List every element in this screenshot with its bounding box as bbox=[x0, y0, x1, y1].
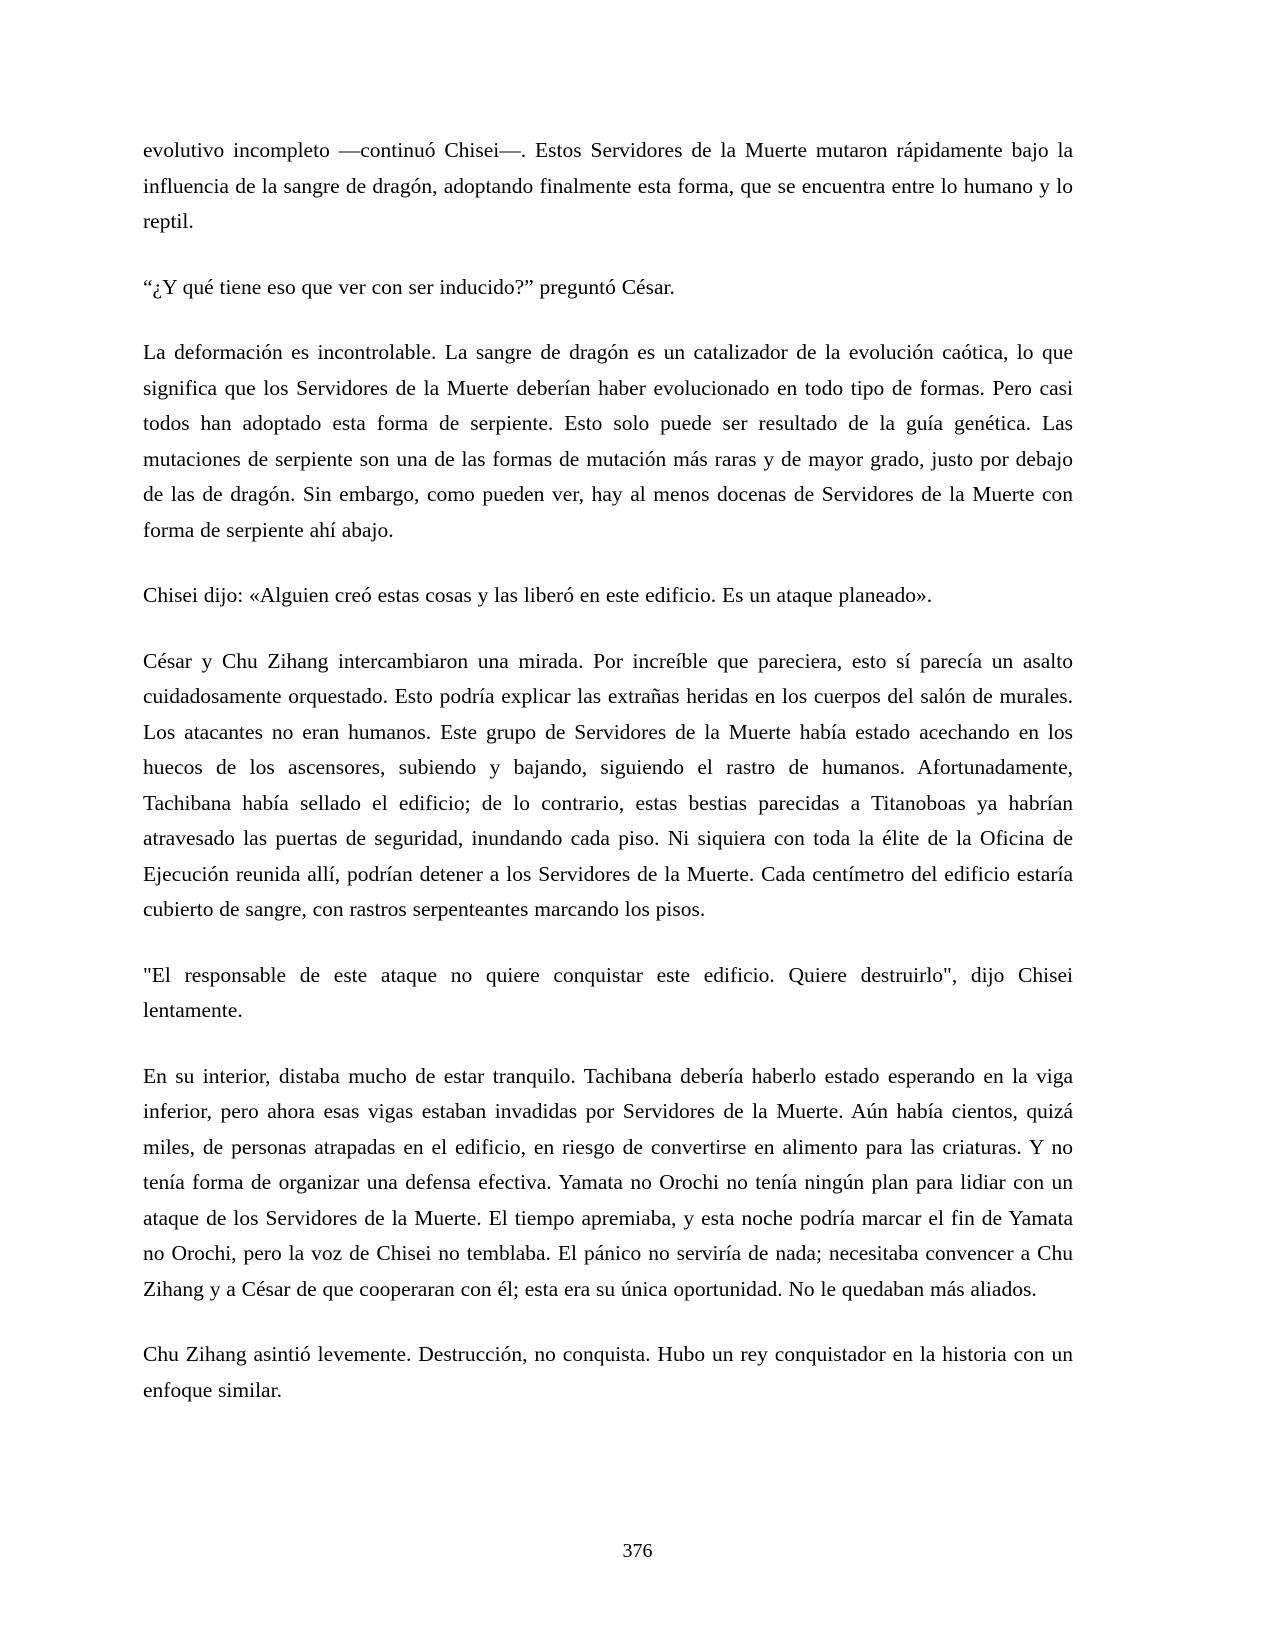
paragraph: Chu Zihang asintió levemente. Destrucción, no conquista. Hubo un rey conquistador en la historia con un enfoque similar. bbox=[143, 1342, 1073, 1402]
paragraph: En su interior, distaba mucho de estar tranquilo. Tachibana debería haberlo estado esperando en la viga inferior, pero ahora esas vigas estaban invadidas por Servidores de la Muerte. Aún había cientos, quizá miles, de personas atrapadas en el edificio, en riesgo de convertirse en alimento para las criaturas. Y no tenía forma de organizar una defensa efectiva. Yamata no Orochi no tenía ningún plan para lidiar con un ataque de los Servidores de la Muerte. El tiempo apremiaba, y esta noche podría marcar el fin de Yamata no Orochi, pero la voz de Chisei no temblaba. El pánico no serviría de nada; necesitaba convencer a Chu Zihang y a César de que cooperaran con él; esta era su única oportunidad. No le quedaban más aliados. bbox=[143, 1063, 1073, 1301]
page-number: 376 bbox=[622, 1540, 653, 1562]
paragraph: “¿Y qué tiene eso que ver con ser inducido?” preguntó César. bbox=[143, 274, 675, 299]
paragraph: Chisei dijo: «Alguien creó estas cosas y las liberó en este edificio. Es un ataque planeado». bbox=[143, 583, 933, 607]
paragraph: "El responsable de este ataque no quiere conquistar este edificio. Quiere destruirlo", dijo Chisei lentamente. bbox=[143, 962, 1073, 1022]
page-body-text bbox=[143, 133, 1073, 1408]
paragraph: César y Chu Zihang intercambiaron una mirada. Por increíble que pareciera, esto sí parecía un asalto cuidadosamente orquestado. Esto podría explicar las extrañas heridas en los cuerpos del salón de murales. Los atacantes no eran humanos. Este grupo de Servidores de la Muerte había estado acechando en los huecos de los ascensores, subiendo y bajando, siguiendo el rastro de humanos. Afortunadamente, Tachibana había sellado el edificio; de lo contrario, estas bestias parecidas a Titanoboas ya habrían atravesado las puertas de seguridad, inundando cada piso. Ni siquiera con toda la élite de la Oficina de Ejecución reunida allí, podrían detener a los Servidores de la Muerte. Cada centímetro del edificio estaría cubierto de sangre, con rastros serpenteantes marcando los pisos. bbox=[143, 648, 1073, 921]
paragraph: La deformación es incontrolable. La sangre de dragón es un catalizador de la evolución caótica, lo que significa que los Servidores de la Muerte deberían haber evolucionado en todo tipo de formas. Pero casi todos han adoptado esta forma de serpiente. Esto solo puede ser resultado de la guía genética. Las mutaciones de serpiente son una de las formas de mutación más raras y de mayor grado, justo por debajo de las de dragón. Sin embargo, como pueden ver, hay al menos docenas de Servidores de la Muerte con forma de serpiente ahí abajo. bbox=[143, 340, 1073, 542]
paragraph: evolutivo incompleto —continuó Chisei—. Estos Servidores de la Muerte mutaron rápidamente bajo la influencia de la sangre de dragón, adoptando finalmente esta forma, que se encuentra entre lo humano y lo reptil. bbox=[143, 138, 1073, 233]
